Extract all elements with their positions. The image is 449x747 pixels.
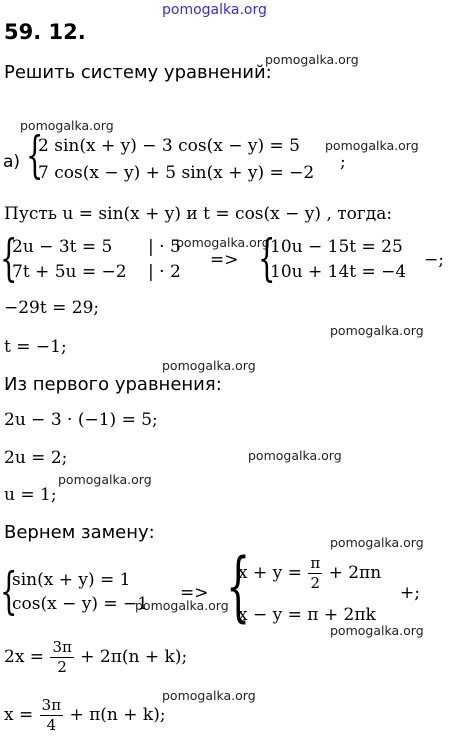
substitution-text: Пусть u = sin(x + y) и t = cos(x − y) , тогда: bbox=[4, 204, 393, 224]
watermark: pomogalka.org bbox=[330, 535, 424, 550]
system3-left1: sin(x + y) = 1 bbox=[12, 570, 131, 590]
watermark-top: pomogalka.org bbox=[162, 2, 267, 18]
final-line-1 bbox=[4, 640, 187, 675]
r1-lhs: x + y = bbox=[238, 563, 302, 583]
system2-left1: 2u − 3t = 5 bbox=[12, 237, 113, 257]
watermark: pomogalka.org bbox=[58, 472, 152, 487]
system2-right2: 10u + 14t = −4 bbox=[270, 262, 407, 282]
from-first-text: Из первого уравнения: bbox=[4, 374, 222, 395]
system2-right1: 10u − 15t = 25 bbox=[270, 237, 403, 257]
fraction-denominator: 2 bbox=[57, 658, 67, 676]
system1-eq1: 2 sin(x + y) − 3 cos(x − y) = 5 bbox=[38, 136, 300, 156]
system2-arrow: => bbox=[210, 250, 239, 270]
back-substitution-text: Вернем замену: bbox=[4, 522, 155, 543]
fraction-numerator: π bbox=[310, 554, 321, 572]
fraction bbox=[308, 556, 322, 591]
left-brace: { bbox=[0, 229, 18, 287]
system2-tail: −; bbox=[424, 250, 444, 270]
final-lhs: 2x = bbox=[4, 647, 45, 667]
part-label: а) bbox=[3, 152, 21, 172]
system3-right1 bbox=[238, 556, 381, 591]
step-line: 2u − 3 · (−1) = 5; bbox=[4, 410, 158, 430]
system2-left2: 7t + 5u = −2 bbox=[12, 262, 127, 282]
system1-tail: ; bbox=[340, 152, 346, 172]
problem-number: 59. 12. bbox=[4, 20, 86, 44]
watermark: pomogalka.org bbox=[135, 598, 229, 613]
intro-text: Решить систему уравнений: bbox=[4, 62, 272, 83]
r1-rhs: + 2πn bbox=[328, 563, 382, 583]
left-brace: { bbox=[26, 126, 44, 184]
watermark: pomogalka.org bbox=[20, 118, 114, 133]
fraction-denominator: 4 bbox=[46, 716, 57, 734]
fraction bbox=[50, 640, 73, 675]
watermark: pomogalka.org bbox=[248, 448, 342, 463]
watermark: pomogalka.org bbox=[162, 358, 256, 373]
watermark: pomogalka.org bbox=[162, 688, 256, 703]
fraction-numerator: 3π bbox=[41, 696, 62, 714]
system3-left2: cos(x − y) = −1 bbox=[12, 594, 149, 614]
watermark: pomogalka.org bbox=[325, 138, 419, 153]
system2-mult1: | · 5 bbox=[148, 237, 181, 257]
step-line: −29t = 29; bbox=[4, 298, 100, 318]
fraction-denominator: 2 bbox=[310, 574, 321, 592]
system3-tail: +; bbox=[400, 583, 420, 603]
watermark: pomogalka.org bbox=[265, 52, 359, 67]
fraction-numerator: 3π bbox=[52, 638, 72, 656]
system2-mult2: | · 2 bbox=[148, 262, 181, 282]
step-line: 2u = 2; bbox=[4, 448, 68, 468]
left-brace: { bbox=[226, 541, 251, 630]
final-line-2 bbox=[4, 698, 166, 733]
step-line: t = −1; bbox=[4, 337, 67, 357]
watermark: pomogalka.org bbox=[176, 235, 270, 250]
system1-eq2: 7 cos(x − y) + 5 sin(x + y) = −2 bbox=[38, 163, 315, 183]
left-brace: { bbox=[0, 562, 18, 620]
final-rhs: + 2π(n + k); bbox=[80, 647, 188, 667]
watermark: pomogalka.org bbox=[330, 323, 424, 338]
system3-right2: x − y = π + 2πk bbox=[238, 605, 376, 625]
step-line: u = 1; bbox=[4, 485, 57, 505]
final-rhs: + π(n + k); bbox=[69, 705, 166, 725]
left-brace: { bbox=[258, 229, 276, 287]
final-lhs: x = bbox=[4, 705, 34, 725]
fraction bbox=[40, 698, 63, 733]
watermark: pomogalka.org bbox=[330, 623, 424, 638]
system3-arrow: => bbox=[180, 583, 209, 603]
